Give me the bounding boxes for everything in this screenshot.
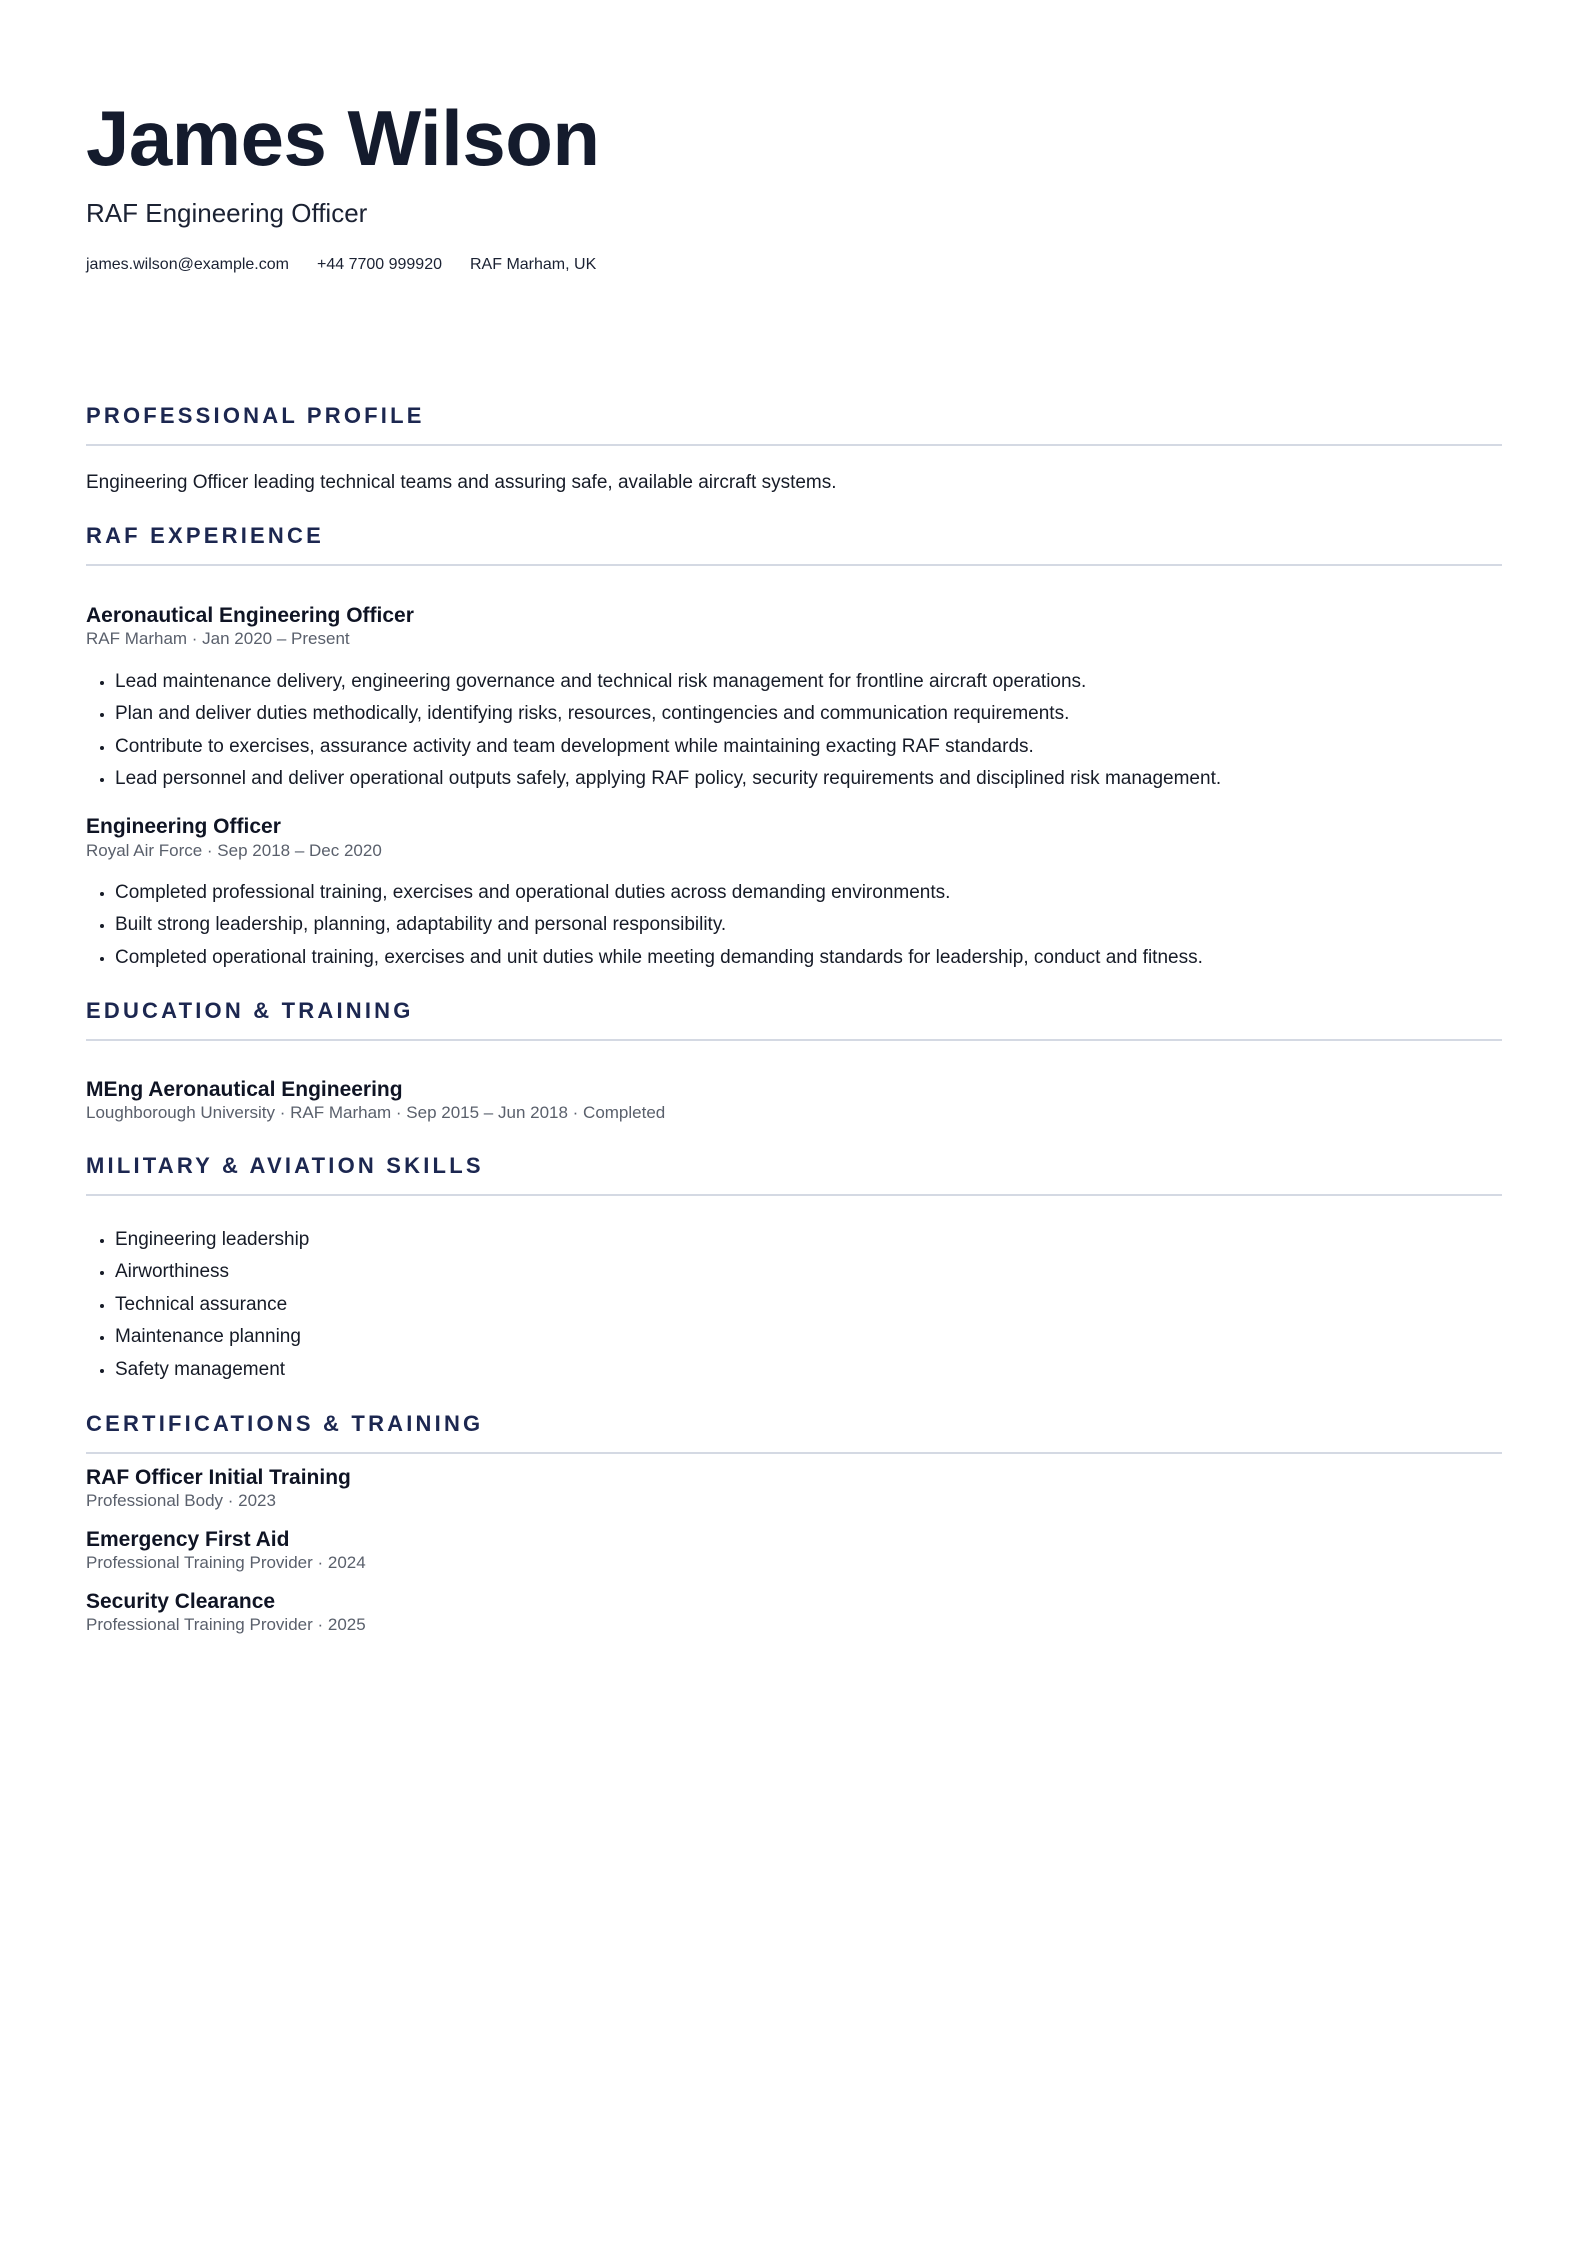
job-bullet: • Completed operational training, exercises and unit duties while meeting demanding standards for leadership, conduct and fitness. <box>115 945 1203 977</box>
section-heading-education: EDUCATION & TRAINING <box>86 997 1502 1041</box>
job-bullets <box>86 880 1203 977</box>
candidate-name: James Wilson <box>86 94 600 182</box>
contact-location: RAF Marham, UK <box>470 256 597 273</box>
certification-meta: Professional Training Provider · 2025 <box>86 1615 366 1634</box>
job-meta: Royal Air Force · Sep 2018 – Dec 2020 <box>86 841 382 860</box>
job-bullet: • Completed professional training, exercises and operational duties across demanding environments. <box>115 880 1203 912</box>
skill-item: • Maintenance planning <box>115 1324 309 1356</box>
contact-email[interactable]: james.wilson@example.com <box>86 256 289 273</box>
certification-title: Emergency First Aid <box>86 1528 290 1551</box>
section-heading-certifications: CERTIFICATIONS & TRAINING <box>86 1410 1502 1454</box>
job-bullet: • Lead personnel and deliver operational outputs safely, applying RAF policy, security requirements and disciplined risk management. <box>115 766 1221 798</box>
job-bullet: • Built strong leadership, planning, adaptability and personal responsibility. <box>115 912 1203 944</box>
certification-meta: Professional Training Provider · 2024 <box>86 1553 366 1572</box>
certification-title: RAF Officer Initial Training <box>86 1466 351 1489</box>
section-heading-profile: PROFESSIONAL PROFILE <box>86 402 1502 446</box>
skill-item: • Airworthiness <box>115 1259 309 1291</box>
skill-item: • Safety management <box>115 1357 309 1389</box>
job-title: Engineering Officer <box>86 815 281 838</box>
section-heading-skills: MILITARY & AVIATION SKILLS <box>86 1152 1502 1196</box>
skills-list <box>86 1227 309 1389</box>
job-bullet: • Plan and deliver duties methodically, identifying risks, resources, contingencies and communication requirements. <box>115 701 1221 733</box>
contact-line <box>86 254 596 276</box>
skill-item: • Engineering leadership <box>115 1227 309 1259</box>
job-bullet: • Contribute to exercises, assurance activity and team development while maintaining exacting RAF standards. <box>115 734 1221 766</box>
job-meta: RAF Marham · Jan 2020 – Present <box>86 629 350 648</box>
job-bullet: • Lead maintenance delivery, engineering governance and technical risk management for frontline aircraft operations. <box>115 669 1221 701</box>
section-heading-experience: RAF EXPERIENCE <box>86 522 1502 566</box>
contact-phone[interactable]: +44 7700 999920 <box>316 256 442 273</box>
job-bullets <box>86 669 1221 799</box>
certification-meta: Professional Body · 2023 <box>86 1491 276 1510</box>
education-title: MEng Aeronautical Engineering <box>86 1078 403 1101</box>
candidate-title: RAF Engineering Officer <box>86 198 368 228</box>
certification-title: Security Clearance <box>86 1590 276 1613</box>
skill-item: • Technical assurance <box>115 1292 309 1324</box>
job-title: Aeronautical Engineering Officer <box>86 604 414 627</box>
profile-summary: Engineering Officer leading technical teams and assuring safe, available aircraft systems. <box>86 472 837 493</box>
education-meta: Loughborough University · RAF Marham · Sep 2015 – Jun 2018 · Completed <box>86 1103 666 1122</box>
